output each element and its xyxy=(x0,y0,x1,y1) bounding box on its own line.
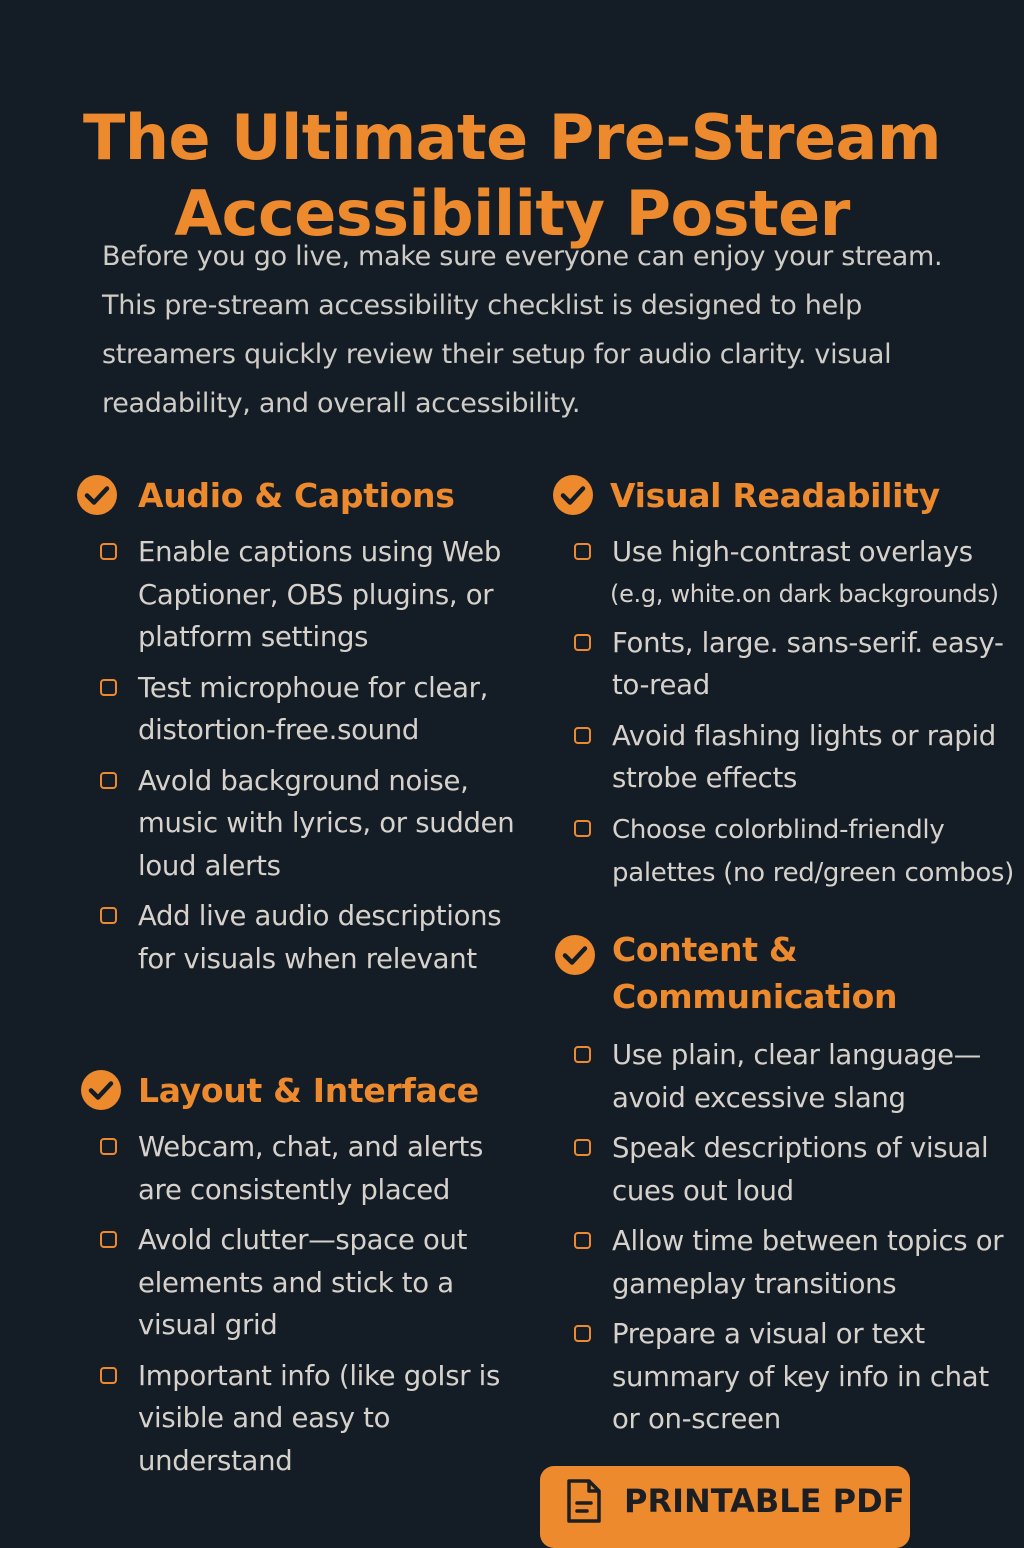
checklist-item[interactable] xyxy=(100,1355,520,1483)
checkbox[interactable] xyxy=(574,1046,591,1063)
check-circle-icon xyxy=(554,934,596,976)
checklist-item[interactable] xyxy=(574,1034,1004,1119)
checklist xyxy=(574,1034,1004,1441)
checklist-item[interactable] xyxy=(574,1313,1004,1441)
item-text: Test microphoue for clear, distortion-free.sound xyxy=(138,671,489,746)
item-text: Use plain, clear language—avoid excessive slang xyxy=(612,1039,981,1114)
title-line-2: Accessibility Poster xyxy=(174,176,850,250)
item-text: Avoid flashing lights or rapid strobe effects xyxy=(612,719,996,794)
checklist-item[interactable] xyxy=(100,895,526,980)
section-title: Visual Readability xyxy=(610,476,940,515)
checklist-item[interactable] xyxy=(574,622,1022,707)
checkbox[interactable] xyxy=(574,634,591,651)
checkbox[interactable] xyxy=(574,1325,591,1342)
intro-paragraph: Before you go live, make sure everyone can enjoy your stream. This pre-stream accessibility checklist is designed to help streamers quickly review their setup for audio clarity. visual readability, and overall accessibility. xyxy=(102,241,943,419)
document-icon xyxy=(566,1478,602,1524)
section-title: Layout & Interface xyxy=(138,1071,479,1110)
checklist-item[interactable] xyxy=(100,667,526,752)
item-note: (e.g, white.on dark backgrounds) xyxy=(610,579,999,608)
checkbox[interactable] xyxy=(574,820,591,837)
checkbox[interactable] xyxy=(100,543,117,560)
checklist-item[interactable] xyxy=(574,1127,1004,1212)
checklist-item[interactable] xyxy=(100,1219,520,1347)
checklist-item[interactable] xyxy=(574,531,1022,614)
section-header xyxy=(554,926,1004,1020)
checkbox[interactable] xyxy=(100,1138,117,1155)
checkbox[interactable] xyxy=(574,543,591,560)
item-text: Avold clutter—space out elements and stick to a visual grid xyxy=(138,1224,468,1341)
item-text: Allow time between topics or gameplay transitions xyxy=(612,1225,1004,1300)
checkbox[interactable] xyxy=(574,1232,591,1249)
item-text: Avold background noise, music with lyrics, or sudden loud alerts xyxy=(138,764,515,882)
section-audio-captions xyxy=(76,472,526,980)
checkbox[interactable] xyxy=(100,1231,117,1248)
checkbox[interactable] xyxy=(100,907,117,924)
checklist-item[interactable] xyxy=(100,1126,520,1211)
checklist xyxy=(574,531,1022,895)
section-content-communication xyxy=(554,926,1004,1441)
checklist-item[interactable] xyxy=(100,531,526,659)
section-visual-readability xyxy=(552,472,1022,895)
checklist-item[interactable] xyxy=(574,715,1022,800)
item-text: Speak descriptions of visual cues out loud xyxy=(612,1132,989,1207)
section-header xyxy=(76,472,526,519)
checkbox[interactable] xyxy=(100,679,117,696)
checkbox[interactable] xyxy=(574,1139,591,1156)
section-layout-interface xyxy=(80,1067,520,1482)
item-text: Add live audio descriptions for visuals when relevant xyxy=(138,900,502,975)
checkbox[interactable] xyxy=(574,727,591,744)
printable-pdf-label: PRINTABLE PDF xyxy=(624,1482,905,1520)
check-circle-icon xyxy=(80,1069,122,1111)
item-text: Important info (like goIsr is visible and easy to understand xyxy=(138,1359,501,1477)
checklist-item[interactable] xyxy=(574,808,1022,895)
item-text: Enable captions using Web Captioner, OBS plugins, or platform settings xyxy=(138,536,502,653)
section-title: Content & Communication xyxy=(612,930,898,1016)
checklist-item[interactable] xyxy=(100,760,526,888)
item-text: Choose colorblind-friendly palettes (no red/green combos) xyxy=(612,814,1015,888)
checklist xyxy=(100,1126,520,1482)
item-text: Fonts, large. sans-serif. easy-to-read xyxy=(612,626,1004,701)
checklist xyxy=(100,531,526,980)
section-header xyxy=(80,1067,520,1114)
item-text: Prepare a visual or text summary of key info in chat or on-screen xyxy=(612,1318,989,1435)
item-text: Webcam, chat, and alerts are consistently placed xyxy=(138,1131,483,1206)
checkbox[interactable] xyxy=(100,1367,117,1384)
checkbox[interactable] xyxy=(100,772,117,789)
section-title: Audio & Captions xyxy=(138,476,455,515)
check-circle-icon xyxy=(552,474,594,516)
item-text: Use high-contrast overlays xyxy=(612,536,973,568)
check-circle-icon xyxy=(76,474,118,516)
poster-title xyxy=(0,100,1024,252)
checklist-item[interactable] xyxy=(574,1220,1004,1305)
section-header xyxy=(552,472,1022,519)
title-line-1: The Ultimate Pre-Stream xyxy=(83,100,941,174)
